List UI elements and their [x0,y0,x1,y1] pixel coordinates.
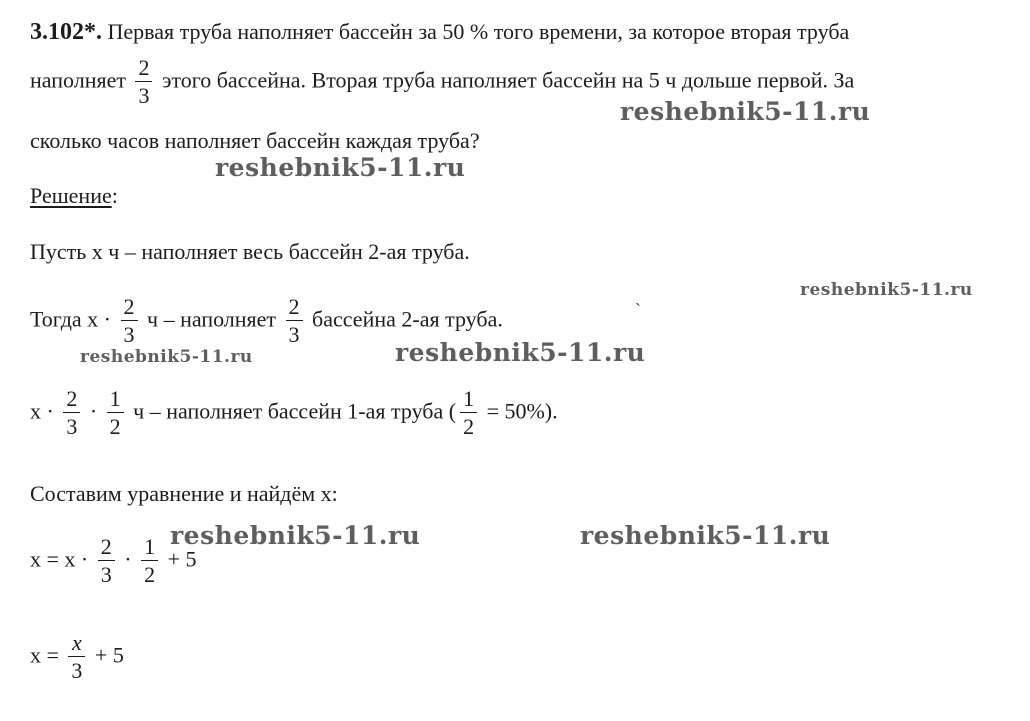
fraction [286,295,303,346]
solution-first-pipe [30,388,558,439]
eq2-text-b: + 5 [94,642,124,668]
problem-line-3 [30,130,480,152]
then-text-b: ч – наполняет [147,306,277,332]
watermark: reshebnik5-11.ru [620,97,871,126]
numerator: 2 [98,535,115,561]
denominator: 2 [463,414,475,440]
watermark: reshebnik5-11.ru [395,338,646,367]
multiply-dot: · [124,546,132,572]
fraction [121,295,138,346]
denominator: 3 [100,562,112,588]
problem-line-1 [30,20,849,44]
denominator: 3 [138,83,150,109]
heading-colon: : [111,183,118,208]
watermark: reshebnik5-11.ru [170,521,421,550]
compose-text: Составим уравнение и найдём x: [30,481,338,506]
problem-number: 3.102*. [30,19,102,45]
solution-let [30,241,470,263]
denominator: 3 [71,658,83,684]
first-text-c: = 50%). [486,398,558,424]
let-text: Пусть x ч – наполняет весь бассейн 2-ая труба. [30,239,470,264]
denominator: 3 [288,322,300,348]
numerator: 2 [121,295,138,321]
watermark: reshebnik5-11.ru [580,521,831,550]
eq1-text-a: x = x · [30,546,89,572]
eq1-text-b: + 5 [167,546,197,572]
solution-compose [30,483,338,505]
denominator: 3 [123,322,135,348]
first-text-b: ч – наполняет бассейн 1-ая труба ( [133,398,457,424]
numerator: 1 [107,387,124,413]
problem-text-2b: этого бассейна. Вторая труба наполняет бассейн на 5 ч дольше первой. За [161,67,855,93]
scan-speck: ` [635,300,641,320]
denominator: 3 [66,414,78,440]
fraction [135,56,152,107]
numerator: 1 [141,535,158,561]
problem-text-2a: наполняет [30,67,126,93]
then-text-a: Тогда x · [30,306,111,332]
fraction [68,631,85,682]
problem-text-3: сколько часов наполняет бассейн каждая труба? [30,128,480,153]
numerator: 2 [286,295,303,321]
denominator: 2 [109,414,121,440]
fraction [63,387,80,438]
eq2-text-a: x = [30,642,59,668]
fraction [107,387,124,438]
fraction [98,535,115,586]
first-text-a: x · [30,398,54,424]
numerator: 1 [460,387,477,413]
problem-text-1: Первая труба наполняет бассейн за 50 % того времени, за которое вторая труба [107,19,850,44]
numerator: 2 [63,387,80,413]
fraction [141,535,158,586]
multiply-dot: · [89,398,98,424]
solution-heading [30,185,118,207]
watermark: reshebnik5-11.ru [800,280,973,300]
fraction [460,387,477,438]
numerator: 2 [135,56,152,82]
solution-heading-text: Решение [30,183,112,208]
equation-2 [30,632,124,683]
denominator: 2 [144,562,156,588]
then-text-c: бассейна 2-ая труба. [312,306,503,332]
watermark: reshebnik5-11.ru [80,347,253,367]
watermark: reshebnik5-11.ru [215,153,466,182]
numerator: x [68,631,85,657]
